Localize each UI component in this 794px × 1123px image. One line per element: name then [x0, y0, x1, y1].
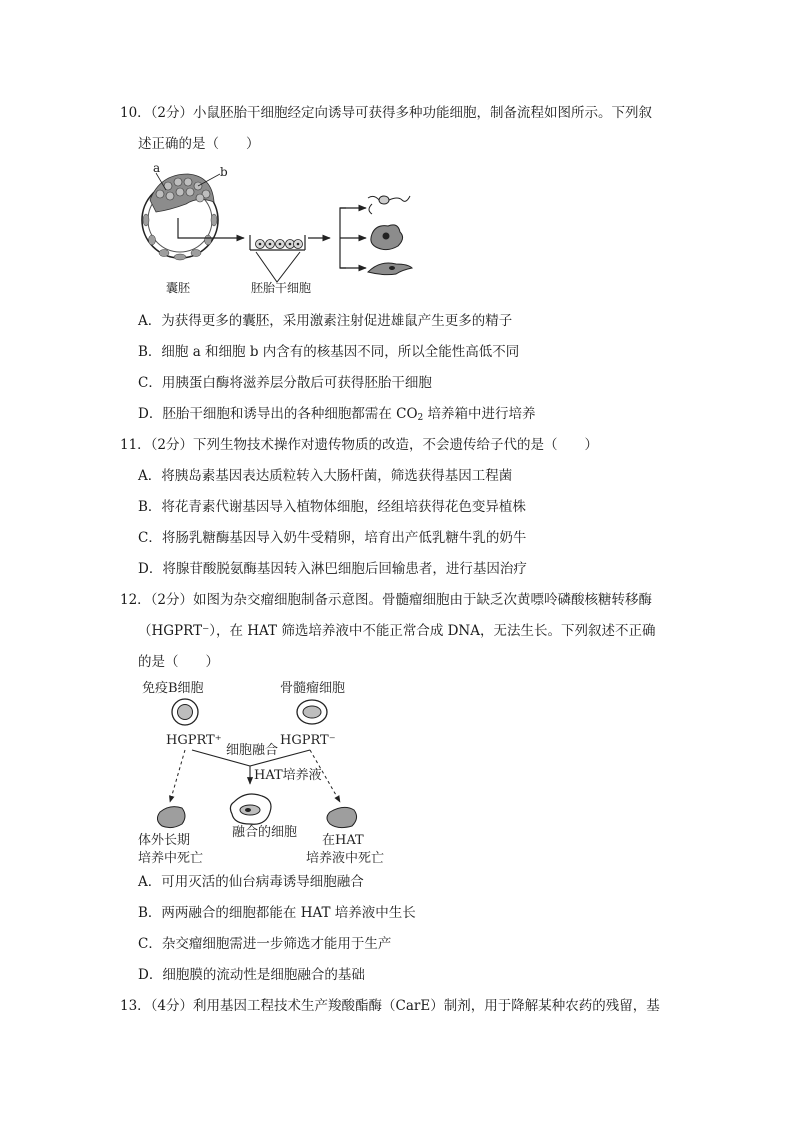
q11-option-a: A．将胰岛素基因表达质粒转入大肠杆菌，筛选获得基因工程菌 [138, 468, 513, 484]
q12-option-c: C．杂交瘤细胞需进一步筛选才能用于生产 [138, 936, 392, 952]
label-hat-medium: HAT培养液 [254, 768, 322, 783]
dead-b-cell [157, 807, 185, 828]
q10-stem-line2: 述正确的是（ ） [138, 136, 260, 152]
q10-stem-line1: 10．（2分）小鼠胚胎干细胞经定向诱导可获得多种功能细胞，制备流程如图所示。下列叙 [120, 105, 653, 121]
label-right-line1: 在HAT [322, 833, 364, 848]
caption-es-cells: 胚胎干细胞 [251, 281, 312, 295]
q10-option-b: B．细胞 a 和细胞 b 内含有的核基因不同，所以全能性高低不同 [138, 344, 520, 360]
q10-option-c: C．用胰蛋白酶将滋养层分散后可获得胚胎干细胞 [138, 375, 432, 391]
q11-option-b: B．将花青素代谢基因导入植物体细胞，经组培获得花色变异植株 [138, 499, 526, 515]
q11-option-d: D．将腺苷酸脱氨酶基因转入淋巴细胞后回输患者，进行基因治疗 [138, 561, 527, 577]
q12-diagram [130, 676, 410, 868]
label-left-line2: 培养中死亡 [138, 851, 204, 866]
label-left-line1: 体外长期 [138, 833, 191, 848]
label-a: a [153, 161, 161, 175]
q11-stem: 11．（2分）下列生物技术操作对遗传物质的改造，不会遗传给子代的是（ ） [120, 437, 599, 453]
q12-option-a: A．可用灭活的仙台病毒诱导细胞融合 [138, 874, 364, 890]
label-b-cell: 免疫B细胞 [142, 681, 204, 696]
q12-option-d: D．细胞膜的流动性是细胞融合的基础 [138, 967, 365, 983]
dead-myeloma-cell [327, 807, 357, 827]
label-hgprt-minus: HGPRT⁻ [280, 733, 336, 748]
label-right-line2: 培养液中死亡 [306, 851, 385, 866]
caption-blastocyst: 囊胚 [166, 281, 191, 295]
neuron-cell [368, 196, 410, 214]
q11-option-c: C．将肠乳糖酶基因导入奶牛受精卵，培育出产低乳糖牛乳的奶牛 [138, 530, 527, 546]
q10-diagram [140, 160, 520, 300]
label-fused-cell: 融合的细胞 [232, 825, 298, 840]
label-hgprt-plus: HGPRT⁺ [166, 733, 222, 748]
q10-option-d: D．胚胎干细胞和诱导出的各种细胞都需在 $CO_2$ 培养箱中进行培养 [138, 406, 536, 423]
q10-option-a: A．为获得更多的囊胚，采用激素注射促进雄鼠产生更多的精子 [138, 313, 513, 329]
q12-stem-line3: 的是（ ） [138, 654, 219, 670]
label-fusion: 细胞融合 [226, 743, 279, 758]
q12-stem-line2: （HGPRT⁻），在 HAT 筛选培养液中不能正常合成 DNA，无法生长。下列叙述不正确 [138, 623, 656, 639]
q12-option-b: B．两两融合的细胞都能在 HAT 培养液中生长 [138, 905, 416, 921]
blastocyst-figure [142, 173, 220, 260]
label-b: b [220, 165, 228, 179]
q12-stem-line1: 12．（2分）如图为杂交瘤细胞制备示意图。骨髓瘤细胞由于缺乏次黄嘌呤磷酸核糖转移酶 [120, 592, 653, 608]
culture-dish [250, 235, 305, 282]
q13-stem-line1: 13．（4分）利用基因工程技术生产羧酸酯酶（CarE）制剂，用于降解某种农药的残留，基 [120, 998, 660, 1014]
label-myeloma-cell: 骨髓瘤细胞 [280, 681, 346, 696]
